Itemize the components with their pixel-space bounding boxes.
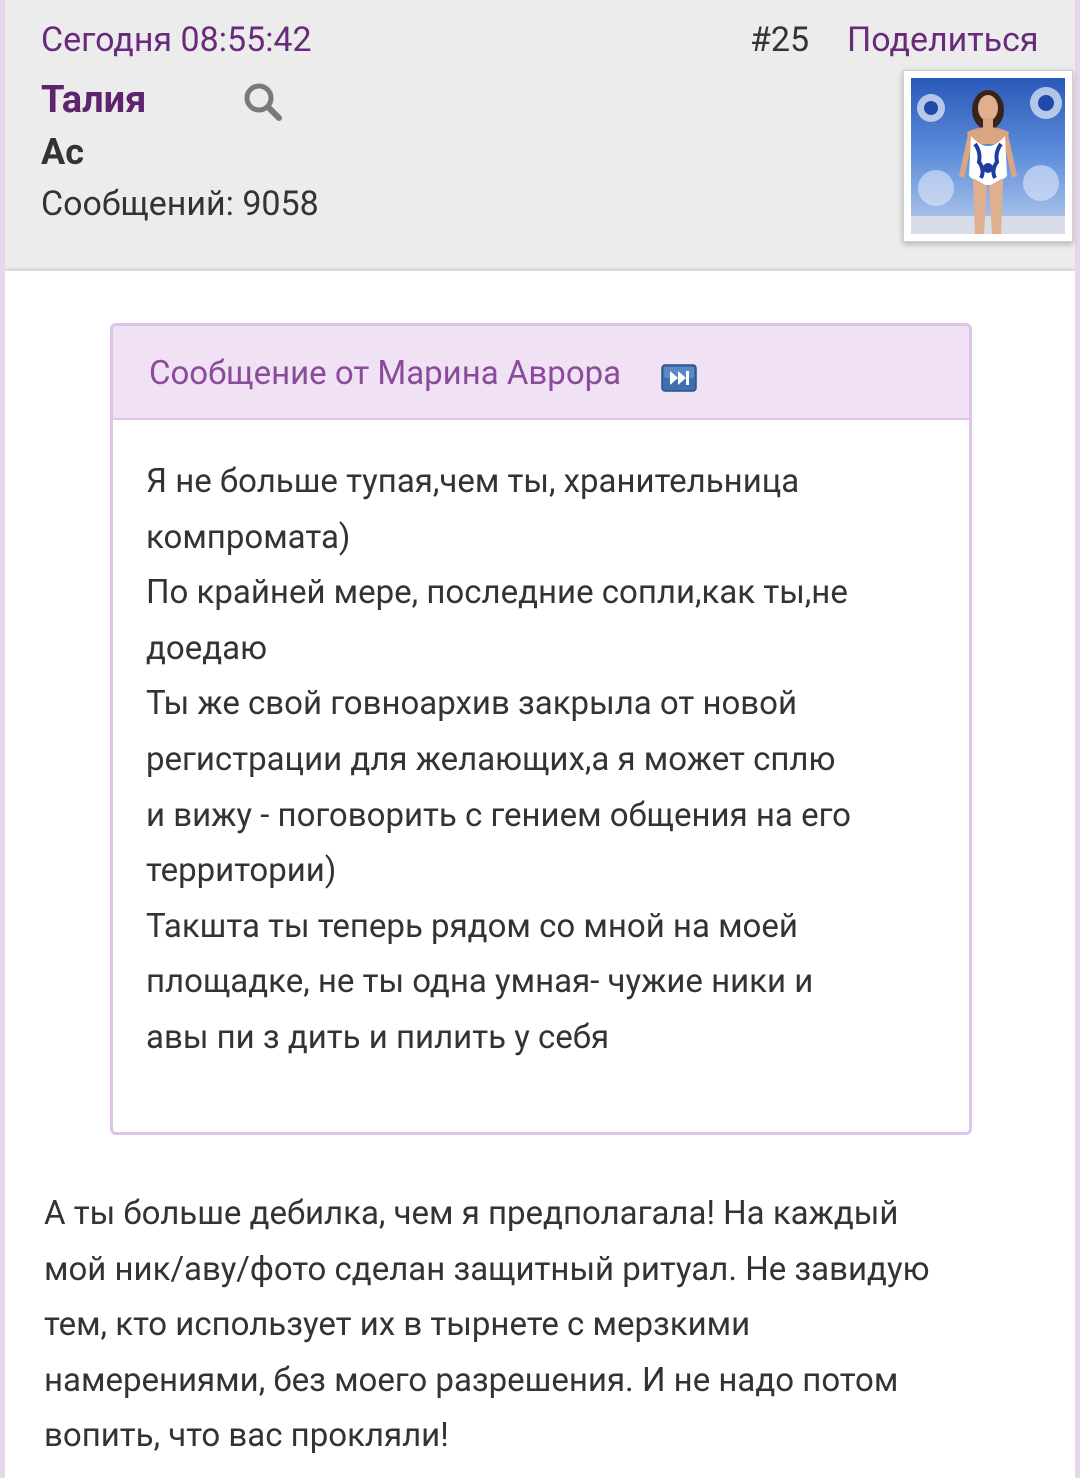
post-body [44,1186,1054,1464]
avatar-photo-icon [911,78,1065,234]
author-rank: Ас [41,131,84,173]
author-avatar[interactable] [903,70,1073,242]
post-body-line: А ты больше дебилка, чем я предполагала! На каждый [44,1194,899,1233]
post-body-line: вопить, что вас прокляли! [44,1416,449,1456]
quote-header [113,326,969,420]
post-number[interactable]: #25 [750,20,810,60]
go-to-post-icon[interactable] [661,364,697,392]
post-header [5,0,1075,271]
quote-line: и вижу - поговорить с гением общения на его [146,795,851,835]
quote-line: Такшта ты теперь рядом со мной на моей [146,906,798,946]
quote-line: компромата) [146,517,351,557]
quote-line: площадке, не ты одна умная- чужие ники и [146,962,814,1002]
quote-author-label: Сообщение от Марина Аврора [149,354,622,393]
quote-line: Я не больше тупая,чем ты, хранительница [146,462,800,501]
quote-line: территории) [146,851,337,891]
post-body-line: намерениями, без моего разрешения. И не надо потом [44,1360,899,1400]
quote-text [146,454,946,1066]
author-username[interactable]: Талия [41,78,147,122]
share-link[interactable]: Поделиться [847,20,1039,60]
quote-line: авы пи з дить и пилить у себя [146,1017,610,1057]
quote-line: Ты же свой говноархив закрыла от новой [146,684,798,724]
quote-line: доедаю [146,628,268,668]
quote-line: По крайней мере, последние сопли,как ты,не [146,573,848,613]
author-message-count: Сообщений: 9058 [41,184,319,224]
quote-block [110,323,972,1135]
quote-line: регистрации для желающих,а я может сплю [146,739,836,779]
post-body-line: мой ник/аву/фото сделан защитный ритуал. Не завидую [44,1249,930,1289]
post-timestamp: Сегодня 08:55:42 [41,20,312,60]
search-icon[interactable] [241,80,285,124]
post-body-line: тем, кто использует их в тырнете с мерзкими [44,1305,751,1345]
